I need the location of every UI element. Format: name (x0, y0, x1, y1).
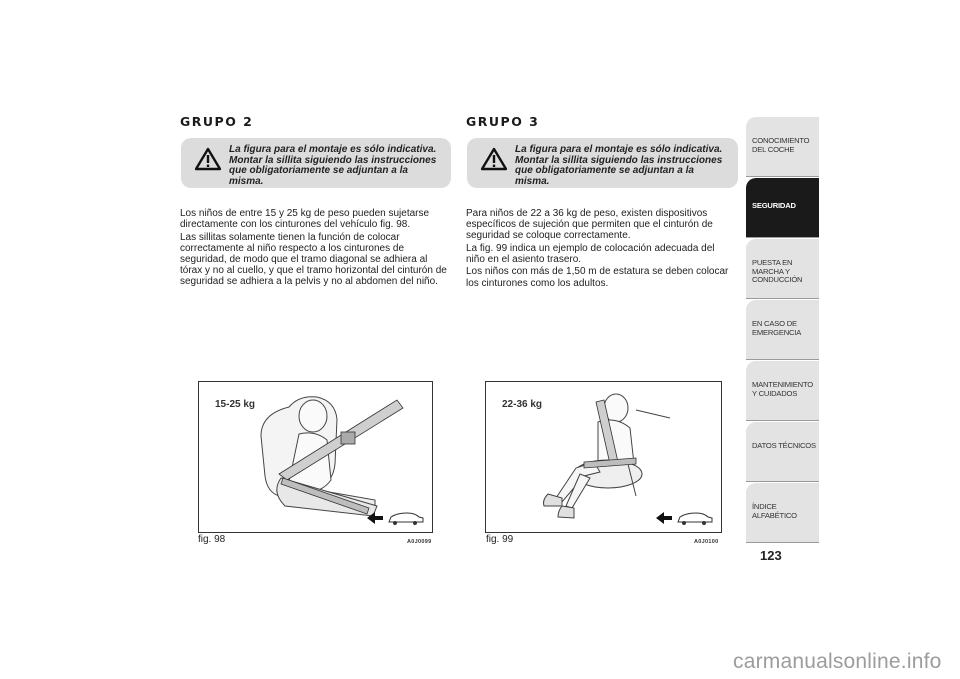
warning-text-left: La figura para el montaje es sólo indicativa. Montar la sillita siguiendo las instrucciones que obligatoriamente se adjuntan a la misma. (229, 144, 437, 187)
section-heading-grupo-2: GRUPO 2 (180, 114, 254, 129)
figure-code: A0J0100 (694, 539, 719, 545)
car-arrow-icon (654, 508, 714, 528)
figure-caption: fig. 98 (198, 534, 226, 545)
paragraph: Los niños de entre 15 y 25 kg de peso pueden sujetarse directamente con los cinturones del vehículo fig. 98. (180, 208, 430, 231)
car-arrow-icon (365, 508, 425, 528)
warning-triangle-icon (481, 147, 507, 171)
page-number: 123 (760, 548, 782, 563)
paragraph: La fig. 99 indica un ejemplo de colocación adecuada del niño en el asiento trasero. (466, 242, 715, 265)
tab-mantenimiento[interactable]: MANTENIMIENTO Y CUIDADOS (746, 361, 819, 421)
tab-indice-alfabetico[interactable]: ÍNDICE ALFABÉTICO (746, 483, 819, 543)
warning-triangle-icon (195, 147, 221, 171)
section-heading-grupo-3: GRUPO 3 (466, 114, 540, 129)
warning-box-right (467, 138, 738, 188)
warning-text-right: La figura para el montaje es sólo indicativa. Montar la sillita siguiendo las instrucciones que obligatoriamente se adjuntan a la misma. (515, 144, 723, 187)
figure-weight-label: 22-36 kg (502, 399, 543, 410)
figure-code: A0J0099 (407, 539, 432, 545)
tab-en-caso-de-emergencia[interactable]: EN CASO DE EMERGENCIA (746, 300, 819, 360)
paragraph: Los niños con más de 1,50 m de estatura se deben colocar los cinturones como los adultos. (466, 266, 729, 289)
tab-seguridad[interactable]: SEGURIDAD (746, 178, 819, 238)
figure-weight-label: 15-25 kg (215, 399, 256, 410)
tab-datos-tecnicos[interactable]: DATOS TÉCNICOS (746, 422, 819, 482)
tab-conocimiento-del-coche[interactable]: CONOCIMIENTO DEL COCHE (746, 117, 819, 177)
paragraph: Las sillitas solamente tienen la función de colocar correctamente al niño respecto a los cinturones de seguridad, de modo que el tramo diagonal se adhiera al tórax y no al cuello, y que el tramo horizontal del cinturón de seguridad se adhiera a la pelvis y no al abdomen del niño. (180, 231, 447, 288)
body-text-left (180, 208, 452, 289)
paragraph: Para niños de 22 a 36 kg de peso, existen dispositivos específicos de sujeción que permiten que el cinturón de seguridad se coloque correctamente. (466, 208, 713, 242)
figure-98 (198, 381, 433, 533)
warning-box-left (181, 138, 451, 188)
figure-caption: fig. 99 (486, 534, 514, 545)
body-text-right (466, 208, 736, 290)
watermark: carmanualsonline.info (733, 650, 942, 673)
figure-99 (485, 381, 722, 533)
tab-puesta-en-marcha[interactable]: PUESTA EN MARCHA Y CONDUCCIÓN (746, 239, 819, 299)
